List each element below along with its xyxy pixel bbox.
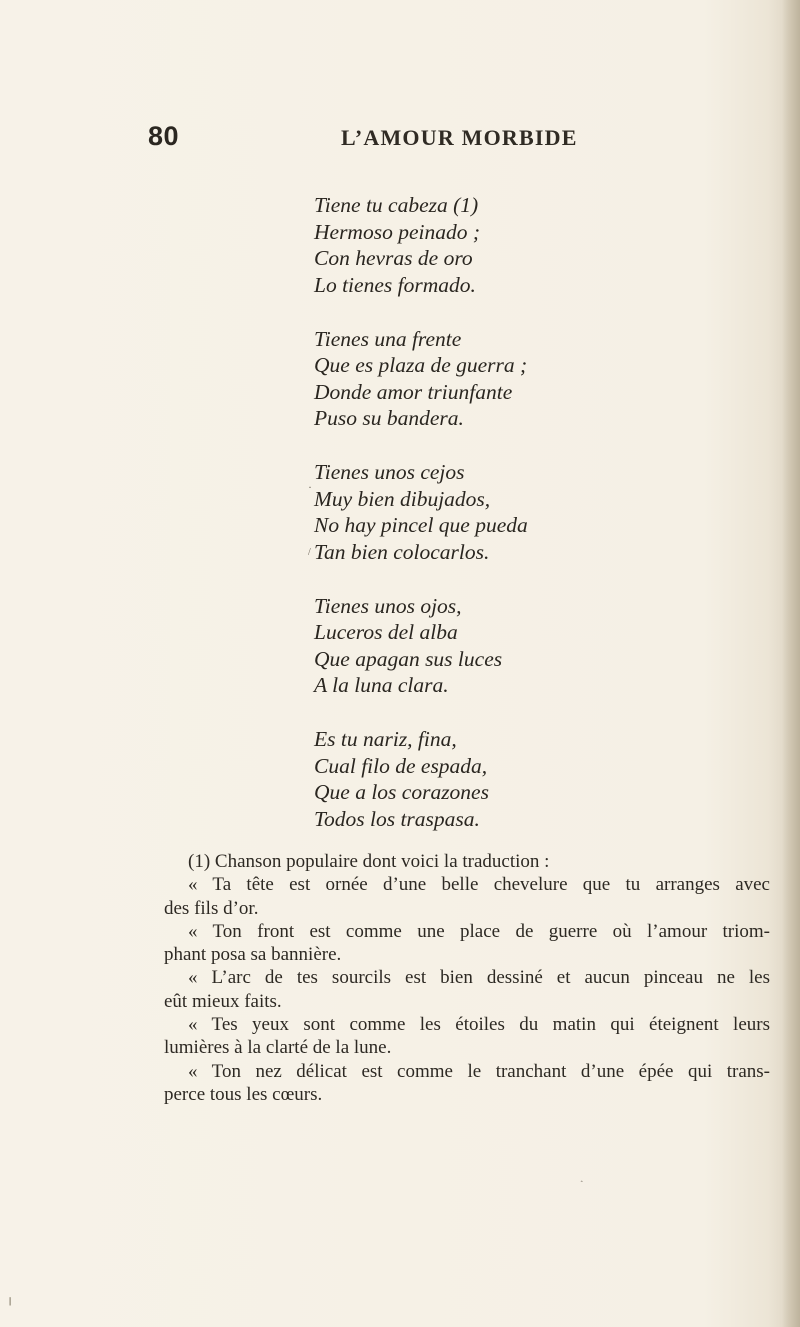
- footnote-line: « Tes yeux sont comme les étoiles du matin qui éteignent leurs: [188, 1014, 770, 1036]
- poem-line: Que a los corazones: [314, 780, 489, 804]
- poem-line: Tienes unos ojos,: [314, 593, 462, 618]
- poem-line: Donde amor triunfante: [314, 379, 513, 404]
- poem-line: A la luna clara.: [314, 673, 449, 697]
- footnote-line: (1) Chanson populaire dont voici la traduction :: [188, 851, 550, 872]
- poem-line: Muy bien dibujados,: [314, 486, 491, 511]
- footnote-line: « Ton front est comme une place de guerre où l’amour triom-: [188, 920, 770, 942]
- poem-line: No hay pincel que pueda: [314, 513, 528, 537]
- poem-line: Cual filo de espada,: [314, 753, 488, 778]
- poem-line: Puso su bandera.: [314, 406, 464, 430]
- page-edge-shadow: [782, 0, 800, 1327]
- poem-line: Tienes unos cejos: [314, 460, 465, 484]
- footnote: [164, 850, 770, 1106]
- page-number: 80: [148, 121, 180, 151]
- stray-dot-mark: ·: [308, 480, 312, 494]
- stanza: [314, 726, 734, 832]
- running-title: L’AMOUR MORBIDE: [341, 125, 578, 150]
- stanza: [314, 192, 734, 298]
- poem-line: Tiene tu cabeza (1): [314, 193, 479, 217]
- poem-line: Luceros del alba: [314, 620, 458, 644]
- footnote-line: « L’arc de tes sourcils est bien dessiné et aucun pinceau ne les: [188, 967, 770, 989]
- footnote-line: eût mieux faits.: [164, 990, 282, 1012]
- poem-line: Todos los traspasa.: [314, 806, 480, 831]
- poem: [314, 192, 734, 860]
- stanza: [314, 459, 734, 565]
- footnote-line: perce tous les cœurs.: [164, 1083, 323, 1105]
- poem-line: Tan bien colocarlos.: [314, 539, 490, 564]
- running-header: [0, 121, 800, 153]
- footnote-line: phant posa sa bannière.: [164, 944, 342, 966]
- stray-dot-mark: ˰: [580, 1172, 584, 1183]
- footnote-line: des fils d’or.: [164, 897, 259, 919]
- stanza: [314, 326, 734, 432]
- stray-tick-mark: /: [308, 547, 311, 558]
- footnote-line: lumières à la clarté de la lune.: [164, 1037, 392, 1059]
- poem-line: Que es plaza de guerra ;: [314, 353, 528, 377]
- poem-line: Lo tienes formado.: [314, 272, 476, 297]
- poem-line: Es tu nariz, fina,: [314, 727, 457, 751]
- stray-tick-mark: ╷: [6, 1291, 15, 1306]
- footnote-line: « Ta tête est ornée d’une belle chevelure que tu arranges avec: [188, 874, 770, 896]
- footnote-line: « Ton nez délicat est comme le tranchant d’une épée qui trans-: [188, 1060, 770, 1082]
- poem-line: Hermoso peinado ;: [314, 219, 481, 244]
- poem-line: Tienes una frente: [314, 326, 462, 351]
- poem-line: Que apagan sus luces: [314, 646, 503, 671]
- poem-line: Con hevras de oro: [314, 246, 473, 270]
- stanza: [314, 593, 734, 699]
